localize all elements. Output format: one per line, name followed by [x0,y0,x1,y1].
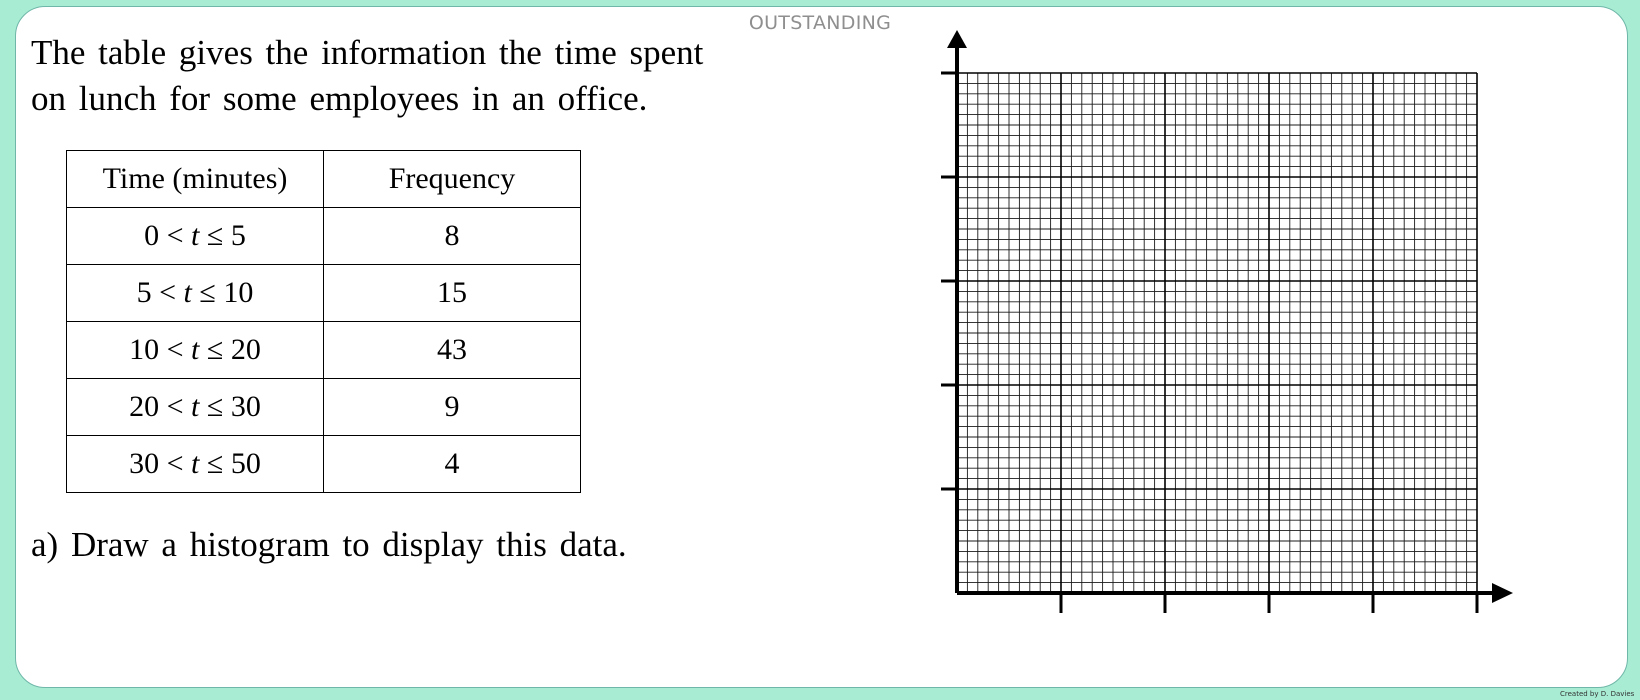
interval-lower: 30 [129,447,160,480]
interval-upper: 20 [230,333,261,366]
interval-variable: < t ≤ [159,390,231,423]
outstanding-banner: OUTSTANDING [748,12,892,34]
frequency-cell: 8 [324,208,581,265]
interval-lower: 20 [129,390,160,423]
frequency-cell: 4 [324,436,581,493]
question-part-a: a) Draw a histogram to display this data. [31,525,627,564]
interval-variable: < t ≤ [151,276,224,309]
interval-upper: 50 [230,447,261,480]
interval-variable: < t ≤ [159,333,231,366]
interval-upper: 30 [230,390,261,423]
interval-lower: 0 [144,219,160,252]
interval-variable: < t ≤ [159,447,231,480]
time-column-header: Time (minutes) [67,151,324,208]
interval-lower: 10 [129,333,160,366]
grid-minor-lines [957,73,1477,593]
y-axis-arrow-icon [947,30,967,48]
frequency-cell: 43 [324,322,581,379]
frequency-column-header: Frequency [324,151,581,208]
frequency-cell: 15 [324,265,581,322]
interval-upper: 10 [223,276,254,309]
credit-text: Created by D. Davies [1560,690,1635,698]
interval-lower: 5 [136,276,152,309]
interval-upper: 5 [230,219,246,252]
interval-variable: < t ≤ [159,219,231,252]
x-axis-arrow-icon [1492,583,1513,603]
question-intro: The table gives the information the time spent on lunch for some employees in an office. [31,33,704,118]
frequency-cell: 9 [324,379,581,436]
